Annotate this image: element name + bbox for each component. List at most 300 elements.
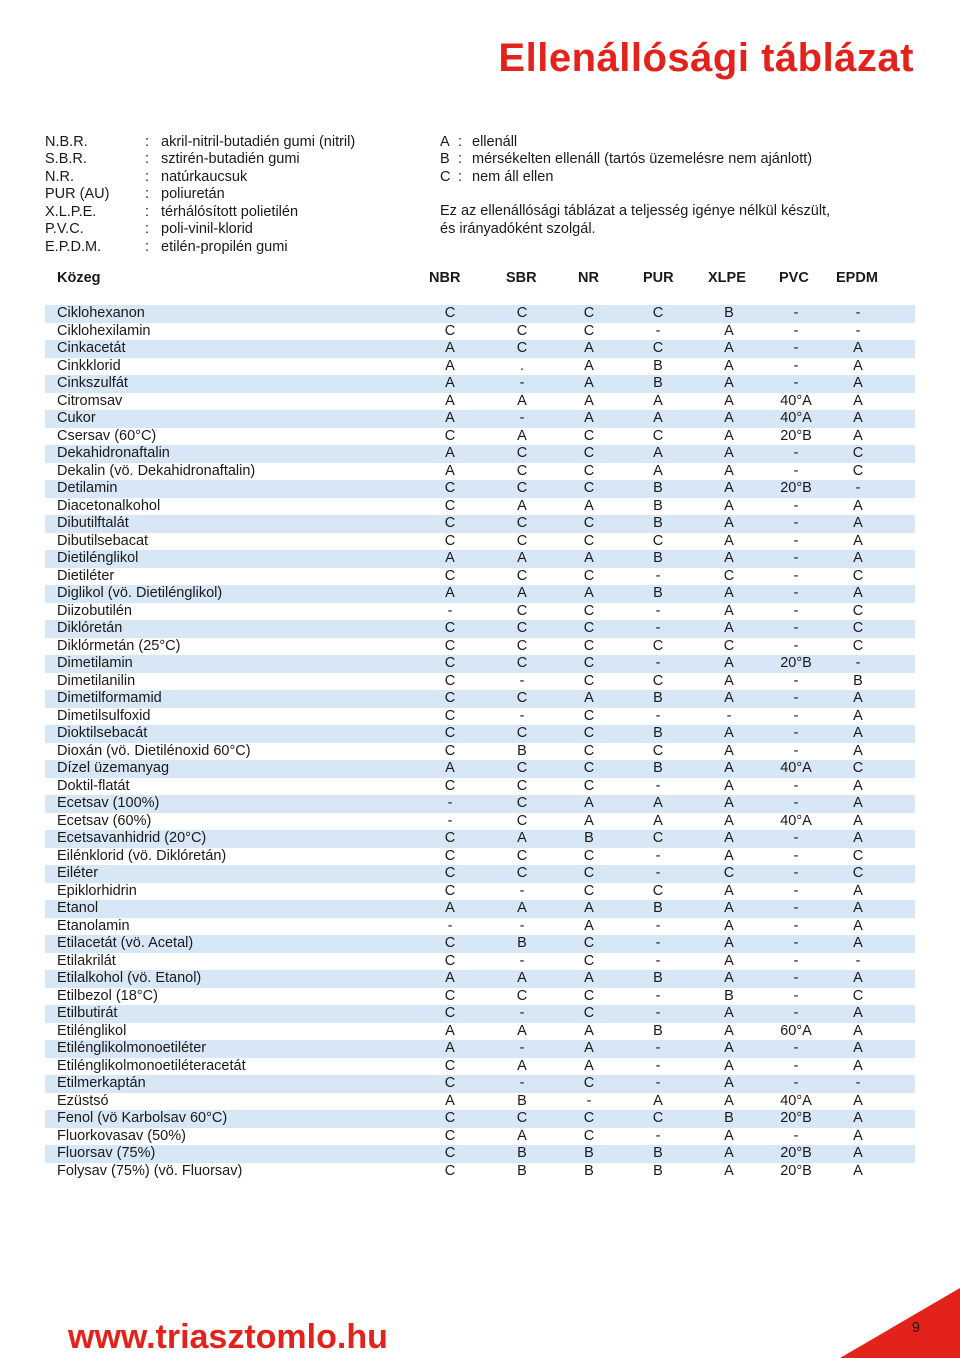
table-row bbox=[45, 1128, 915, 1146]
cell-epdm: A bbox=[853, 935, 863, 951]
colon-separator: : bbox=[145, 203, 150, 220]
cell-nr: C bbox=[583, 707, 595, 724]
medium-name: Cinkklorid bbox=[57, 357, 121, 374]
cell-pvc: 40°A bbox=[780, 1092, 812, 1109]
cell-nr: B bbox=[584, 830, 594, 846]
cell-sbr: C bbox=[516, 690, 528, 706]
cell-nbr: A bbox=[445, 970, 455, 986]
cell-sbr: A bbox=[517, 1022, 527, 1039]
cell-sbr: B bbox=[517, 1145, 527, 1161]
cell-nr: A bbox=[584, 1022, 594, 1039]
cell-xlpe: A bbox=[724, 322, 734, 339]
cell-epdm: C bbox=[852, 620, 864, 636]
grade-description: ellenáll bbox=[472, 133, 518, 150]
medium-name: Dioktilsebacát bbox=[57, 725, 148, 741]
cell-xlpe: A bbox=[724, 900, 734, 916]
medium-name: Diglikol (vö. Dietilénglikol) bbox=[57, 585, 223, 601]
cell-pvc: - bbox=[793, 497, 799, 514]
cell-epdm: A bbox=[853, 1057, 863, 1074]
header-nr: NR bbox=[578, 270, 599, 286]
table-row bbox=[45, 813, 915, 831]
abbreviation-description: natúrkaucsuk bbox=[161, 168, 248, 185]
cell-sbr: B bbox=[517, 1162, 527, 1179]
cell-nr: A bbox=[584, 550, 594, 566]
cell-nbr: A bbox=[445, 375, 455, 391]
cell-nbr: A bbox=[445, 392, 455, 409]
cell-xlpe: A bbox=[724, 1145, 734, 1161]
cell-xlpe: A bbox=[724, 445, 734, 461]
medium-name: Cinkacetát bbox=[57, 340, 126, 356]
cell-xlpe: A bbox=[724, 1040, 734, 1056]
cell-nr: C bbox=[583, 935, 595, 951]
cell-epdm: C bbox=[852, 847, 864, 864]
cell-epdm: A bbox=[853, 427, 863, 444]
abbreviation-description: poliuretán bbox=[161, 186, 225, 203]
table-row bbox=[45, 393, 915, 411]
cell-xlpe: A bbox=[724, 340, 734, 356]
cell-pur: C bbox=[652, 672, 664, 689]
cell-nr: A bbox=[584, 497, 594, 514]
cell-xlpe: A bbox=[724, 812, 734, 829]
abbreviation-row bbox=[45, 133, 355, 151]
cell-epdm: A bbox=[853, 725, 863, 741]
table-row bbox=[45, 690, 915, 708]
cell-nr: C bbox=[583, 1110, 595, 1126]
cell-pvc: - bbox=[793, 1040, 799, 1056]
cell-epdm: - bbox=[855, 322, 861, 339]
cell-sbr: C bbox=[516, 637, 528, 654]
cell-pur: - bbox=[655, 1057, 661, 1074]
cell-sbr: C bbox=[516, 602, 528, 619]
cell-nbr: - bbox=[447, 812, 453, 829]
grade-description: nem áll ellen bbox=[472, 168, 554, 185]
table-row bbox=[45, 375, 915, 393]
cell-epdm: C bbox=[852, 602, 864, 619]
cell-epdm: - bbox=[855, 305, 861, 321]
cell-nbr: A bbox=[445, 340, 455, 356]
cell-epdm: A bbox=[853, 1040, 863, 1056]
cell-epdm: A bbox=[853, 1162, 863, 1179]
cell-epdm: A bbox=[853, 585, 863, 601]
cell-sbr: A bbox=[517, 900, 527, 916]
cell-xlpe: A bbox=[724, 375, 734, 391]
medium-name: Fluorkovasav (50%) bbox=[57, 1127, 186, 1144]
cell-pur: - bbox=[655, 847, 661, 864]
cell-pur: B bbox=[653, 970, 663, 986]
cell-nbr: A bbox=[445, 1040, 455, 1056]
cell-pvc: - bbox=[793, 917, 799, 934]
cell-pur: B bbox=[653, 1022, 663, 1039]
cell-pur: C bbox=[652, 305, 664, 321]
cell-nbr: A bbox=[445, 357, 455, 374]
abbreviation-row bbox=[45, 151, 355, 169]
cell-pur: C bbox=[652, 882, 664, 899]
cell-pvc: - bbox=[793, 672, 799, 689]
cell-sbr: C bbox=[516, 760, 528, 776]
disclaimer-line-2: és irányadóként szolgál. bbox=[440, 220, 596, 237]
cell-epdm: A bbox=[853, 742, 863, 759]
cell-xlpe: A bbox=[724, 795, 734, 811]
medium-name: Diklórmetán (25°C) bbox=[57, 637, 181, 654]
medium-name: Ecetsavanhidrid (20°C) bbox=[57, 830, 207, 846]
cell-nr: C bbox=[583, 1075, 595, 1091]
cell-sbr: C bbox=[516, 322, 528, 339]
cell-nr: C bbox=[583, 305, 595, 321]
cell-nr: A bbox=[584, 900, 594, 916]
cell-pvc: 20°B bbox=[780, 480, 812, 496]
cell-nbr: C bbox=[444, 620, 456, 636]
cell-nbr: C bbox=[444, 935, 456, 951]
cell-epdm: C bbox=[852, 462, 864, 479]
cell-nr: A bbox=[584, 690, 594, 706]
cell-pvc: - bbox=[793, 900, 799, 916]
table-row bbox=[45, 1145, 915, 1163]
medium-name: Dibutilsebacat bbox=[57, 532, 149, 549]
colon-separator: : bbox=[145, 133, 150, 150]
cell-nr: A bbox=[584, 585, 594, 601]
cell-sbr: - bbox=[519, 917, 525, 934]
cell-pur: - bbox=[655, 322, 661, 339]
header-medium: Közeg bbox=[57, 270, 101, 286]
medium-name: Eiléter bbox=[57, 865, 99, 881]
cell-pur: B bbox=[653, 760, 663, 776]
cell-sbr: C bbox=[516, 655, 528, 671]
cell-xlpe: A bbox=[724, 952, 734, 969]
cell-xlpe: A bbox=[724, 917, 734, 934]
cell-pur: - bbox=[655, 602, 661, 619]
colon-separator: : bbox=[458, 168, 463, 185]
cell-pur: A bbox=[653, 812, 663, 829]
cell-pur: C bbox=[652, 742, 664, 759]
grade-letter: B bbox=[440, 151, 450, 168]
cell-pur: C bbox=[652, 1110, 664, 1126]
cell-nbr: C bbox=[444, 1162, 456, 1179]
cell-nbr: C bbox=[444, 532, 456, 549]
cell-pur: - bbox=[655, 620, 661, 636]
cell-pvc: - bbox=[793, 987, 799, 1004]
cell-nr: C bbox=[583, 1127, 595, 1144]
table-row bbox=[45, 323, 915, 341]
cell-epdm: C bbox=[852, 567, 864, 584]
cell-pur: - bbox=[655, 1005, 661, 1021]
table-row bbox=[45, 585, 915, 603]
cell-sbr: - bbox=[519, 1005, 525, 1021]
table-row bbox=[45, 743, 915, 761]
cell-pvc: - bbox=[793, 515, 799, 531]
cell-pur: B bbox=[653, 585, 663, 601]
cell-xlpe: A bbox=[724, 1057, 734, 1074]
cell-nbr: A bbox=[445, 550, 455, 566]
cell-nr: C bbox=[583, 567, 595, 584]
cell-xlpe: A bbox=[724, 602, 734, 619]
grade-row bbox=[440, 151, 830, 169]
cell-xlpe: A bbox=[724, 515, 734, 531]
cell-pur: B bbox=[653, 725, 663, 741]
cell-pvc: 40°A bbox=[780, 410, 812, 426]
abbreviation-row bbox=[45, 168, 355, 186]
cell-nr: C bbox=[583, 865, 595, 881]
medium-name: Dimetilformamid bbox=[57, 690, 162, 706]
cell-xlpe: C bbox=[723, 865, 735, 881]
cell-pur: B bbox=[653, 375, 663, 391]
cell-epdm: A bbox=[853, 1005, 863, 1021]
cell-nr: A bbox=[584, 1040, 594, 1056]
cell-sbr: - bbox=[519, 410, 525, 426]
cell-pvc: - bbox=[793, 1005, 799, 1021]
table-row bbox=[45, 1163, 915, 1181]
table-row bbox=[45, 1023, 915, 1041]
cell-sbr: - bbox=[519, 672, 525, 689]
cell-sbr: C bbox=[516, 620, 528, 636]
cell-nbr: C bbox=[444, 952, 456, 969]
cell-nr: C bbox=[583, 322, 595, 339]
cell-pur: B bbox=[653, 480, 663, 496]
cell-nbr: C bbox=[444, 725, 456, 741]
cell-nr: C bbox=[583, 725, 595, 741]
cell-xlpe: A bbox=[724, 882, 734, 899]
cell-pvc: 40°A bbox=[780, 760, 812, 776]
cell-pur: C bbox=[652, 637, 664, 654]
medium-name: Folysav (75%) (vö. Fluorsav) bbox=[57, 1162, 243, 1179]
table-row bbox=[45, 550, 915, 568]
cell-xlpe: A bbox=[724, 935, 734, 951]
medium-name: Ciklohexanon bbox=[57, 305, 145, 321]
table-row bbox=[45, 533, 915, 551]
grade-row bbox=[440, 168, 830, 186]
medium-name: Ecetsav (100%) bbox=[57, 795, 160, 811]
cell-sbr: C bbox=[516, 812, 528, 829]
medium-name: Ciklohexilamin bbox=[57, 322, 151, 339]
cell-pvc: - bbox=[793, 340, 799, 356]
cell-pur: B bbox=[653, 1145, 663, 1161]
cell-epdm: A bbox=[853, 707, 863, 724]
table-row bbox=[45, 620, 915, 638]
cell-nbr: C bbox=[444, 1145, 456, 1161]
table-row bbox=[45, 848, 915, 866]
medium-name: Epiklorhidrin bbox=[57, 882, 137, 899]
cell-nr: C bbox=[583, 672, 595, 689]
cell-sbr: C bbox=[516, 725, 528, 741]
abbreviation-code: E.P.D.M. bbox=[45, 238, 102, 255]
cell-nr: - bbox=[586, 1092, 592, 1109]
cell-xlpe: A bbox=[724, 550, 734, 566]
table-row bbox=[45, 1075, 915, 1093]
cell-pvc: 40°A bbox=[780, 392, 812, 409]
cell-sbr: C bbox=[516, 847, 528, 864]
grade-letter: A bbox=[440, 133, 450, 150]
header-sbr: SBR bbox=[506, 270, 537, 286]
cell-pur: B bbox=[653, 515, 663, 531]
cell-xlpe: A bbox=[724, 480, 734, 496]
cell-sbr: C bbox=[516, 567, 528, 584]
cell-pvc: - bbox=[793, 1075, 799, 1091]
cell-sbr: A bbox=[517, 1057, 527, 1074]
cell-nbr: C bbox=[444, 322, 456, 339]
medium-name: Detilamin bbox=[57, 480, 118, 496]
table-row bbox=[45, 935, 915, 953]
table-row bbox=[45, 883, 915, 901]
cell-nbr: C bbox=[444, 1110, 456, 1126]
cell-pvc: - bbox=[793, 567, 799, 584]
cell-pur: - bbox=[655, 935, 661, 951]
grade-letter: C bbox=[440, 168, 451, 185]
cell-nr: A bbox=[584, 917, 594, 934]
cell-nr: C bbox=[583, 760, 595, 776]
cell-xlpe: A bbox=[724, 410, 734, 426]
cell-pur: - bbox=[655, 917, 661, 934]
abbreviation-row bbox=[45, 203, 355, 221]
medium-name: Diklóretán bbox=[57, 620, 123, 636]
table-row bbox=[45, 305, 915, 323]
cell-nr: C bbox=[583, 602, 595, 619]
colon-separator: : bbox=[145, 168, 150, 185]
cell-pvc: - bbox=[793, 882, 799, 899]
cell-nbr: C bbox=[444, 742, 456, 759]
table-row bbox=[45, 410, 915, 428]
cell-pvc: - bbox=[793, 322, 799, 339]
cell-epdm: A bbox=[853, 812, 863, 829]
table-row bbox=[45, 568, 915, 586]
cell-pur: - bbox=[655, 777, 661, 794]
cell-sbr: . bbox=[519, 357, 525, 374]
disclaimer-note bbox=[440, 203, 830, 238]
cell-nr: C bbox=[583, 1005, 595, 1021]
cell-nr: C bbox=[583, 637, 595, 654]
cell-epdm: - bbox=[855, 655, 861, 671]
medium-name: Doktil-flatát bbox=[57, 777, 130, 794]
cell-epdm: A bbox=[853, 1022, 863, 1039]
medium-name: Fluorsav (75%) bbox=[57, 1145, 156, 1161]
abbreviation-legend bbox=[45, 133, 355, 256]
abbreviation-code: N.R. bbox=[45, 168, 74, 185]
abbreviation-code: P.V.C. bbox=[45, 221, 84, 238]
cell-pur: - bbox=[655, 952, 661, 969]
cell-pvc: - bbox=[793, 462, 799, 479]
cell-xlpe: A bbox=[724, 427, 734, 444]
cell-epdm: A bbox=[853, 1092, 863, 1109]
cell-xlpe: A bbox=[724, 655, 734, 671]
cell-nr: A bbox=[584, 1057, 594, 1074]
cell-sbr: - bbox=[519, 1040, 525, 1056]
cell-nr: C bbox=[583, 462, 595, 479]
abbreviation-description: etilén-propilén gumi bbox=[161, 238, 288, 255]
cell-sbr: B bbox=[517, 1092, 527, 1109]
medium-name: Dibutilftalát bbox=[57, 515, 129, 531]
cell-nbr: C bbox=[444, 777, 456, 794]
cell-pur: A bbox=[653, 462, 663, 479]
medium-name: Etanolamin bbox=[57, 917, 130, 934]
cell-nbr: - bbox=[447, 602, 453, 619]
cell-epdm: A bbox=[853, 830, 863, 846]
table-row bbox=[45, 1110, 915, 1128]
cell-pur: B bbox=[653, 690, 663, 706]
cell-nr: A bbox=[584, 375, 594, 391]
cell-epdm: C bbox=[852, 987, 864, 1004]
cell-sbr: A bbox=[517, 497, 527, 514]
cell-nr: C bbox=[583, 847, 595, 864]
cell-xlpe: A bbox=[724, 357, 734, 374]
cell-epdm: C bbox=[852, 865, 864, 881]
cell-epdm: - bbox=[855, 480, 861, 496]
cell-xlpe: A bbox=[724, 1005, 734, 1021]
cell-nbr: C bbox=[444, 480, 456, 496]
table-row bbox=[45, 358, 915, 376]
abbreviation-code: X.L.P.E. bbox=[45, 203, 97, 220]
disclaimer-line-1: Ez az ellenállósági táblázat a teljesség igénye nélkül készült, bbox=[440, 203, 831, 219]
medium-name: Ecetsav (60%) bbox=[57, 812, 152, 829]
table-row bbox=[45, 673, 915, 691]
medium-name: Cinkszulfát bbox=[57, 375, 128, 391]
cell-pvc: 20°B bbox=[780, 1162, 812, 1179]
abbreviation-description: poli-vinil-klorid bbox=[161, 221, 253, 238]
cell-nbr: C bbox=[444, 987, 456, 1004]
header-nbr: NBR bbox=[429, 270, 461, 286]
cell-pvc: - bbox=[793, 1127, 799, 1144]
cell-xlpe: A bbox=[724, 847, 734, 864]
cell-xlpe: C bbox=[723, 567, 735, 584]
cell-xlpe: A bbox=[724, 690, 734, 706]
cell-sbr: - bbox=[519, 1075, 525, 1091]
cell-pvc: 20°B bbox=[780, 427, 812, 444]
cell-sbr: C bbox=[516, 445, 528, 461]
cell-pvc: - bbox=[793, 550, 799, 566]
table-row bbox=[45, 865, 915, 883]
cell-sbr: C bbox=[516, 340, 528, 356]
cell-pvc: - bbox=[793, 935, 799, 951]
cell-pvc: - bbox=[793, 445, 799, 461]
cell-pur: - bbox=[655, 707, 661, 724]
cell-sbr: - bbox=[519, 707, 525, 724]
cell-xlpe: - bbox=[726, 707, 732, 724]
table-row bbox=[45, 655, 915, 673]
cell-sbr: A bbox=[517, 1127, 527, 1144]
cell-sbr: A bbox=[517, 830, 527, 846]
cell-xlpe: A bbox=[724, 1092, 734, 1109]
cell-nr: A bbox=[584, 392, 594, 409]
cell-epdm: - bbox=[855, 1075, 861, 1091]
medium-name: Etilénglikol bbox=[57, 1022, 127, 1039]
medium-name: Etilbezol (18°C) bbox=[57, 987, 158, 1004]
footer-website-link[interactable]: www.triasztomlo.hu bbox=[68, 1318, 388, 1356]
cell-nr: C bbox=[583, 987, 595, 1004]
cell-pvc: - bbox=[793, 602, 799, 619]
cell-nbr: C bbox=[444, 672, 456, 689]
cell-sbr: A bbox=[517, 427, 527, 444]
table-row bbox=[45, 428, 915, 446]
colon-separator: : bbox=[145, 238, 150, 255]
abbreviation-row bbox=[45, 238, 355, 256]
cell-epdm: A bbox=[853, 515, 863, 531]
cell-nr: C bbox=[583, 777, 595, 794]
colon-separator: : bbox=[145, 221, 150, 238]
cell-epdm: A bbox=[853, 970, 863, 986]
cell-epdm: A bbox=[853, 340, 863, 356]
medium-name: Dízel üzemanyag bbox=[57, 760, 170, 776]
page-title: Ellenállósági táblázat bbox=[498, 36, 914, 80]
cell-epdm: A bbox=[853, 1127, 863, 1144]
cell-sbr: C bbox=[516, 987, 528, 1004]
cell-nbr: A bbox=[445, 585, 455, 601]
cell-nr: C bbox=[583, 952, 595, 969]
cell-sbr: B bbox=[517, 935, 527, 951]
cell-pur: B bbox=[653, 497, 663, 514]
cell-nbr: C bbox=[444, 427, 456, 444]
cell-nbr: A bbox=[445, 410, 455, 426]
cell-pvc: - bbox=[793, 795, 799, 811]
cell-nr: A bbox=[584, 410, 594, 426]
cell-pur: - bbox=[655, 1040, 661, 1056]
cell-pur: A bbox=[653, 445, 663, 461]
